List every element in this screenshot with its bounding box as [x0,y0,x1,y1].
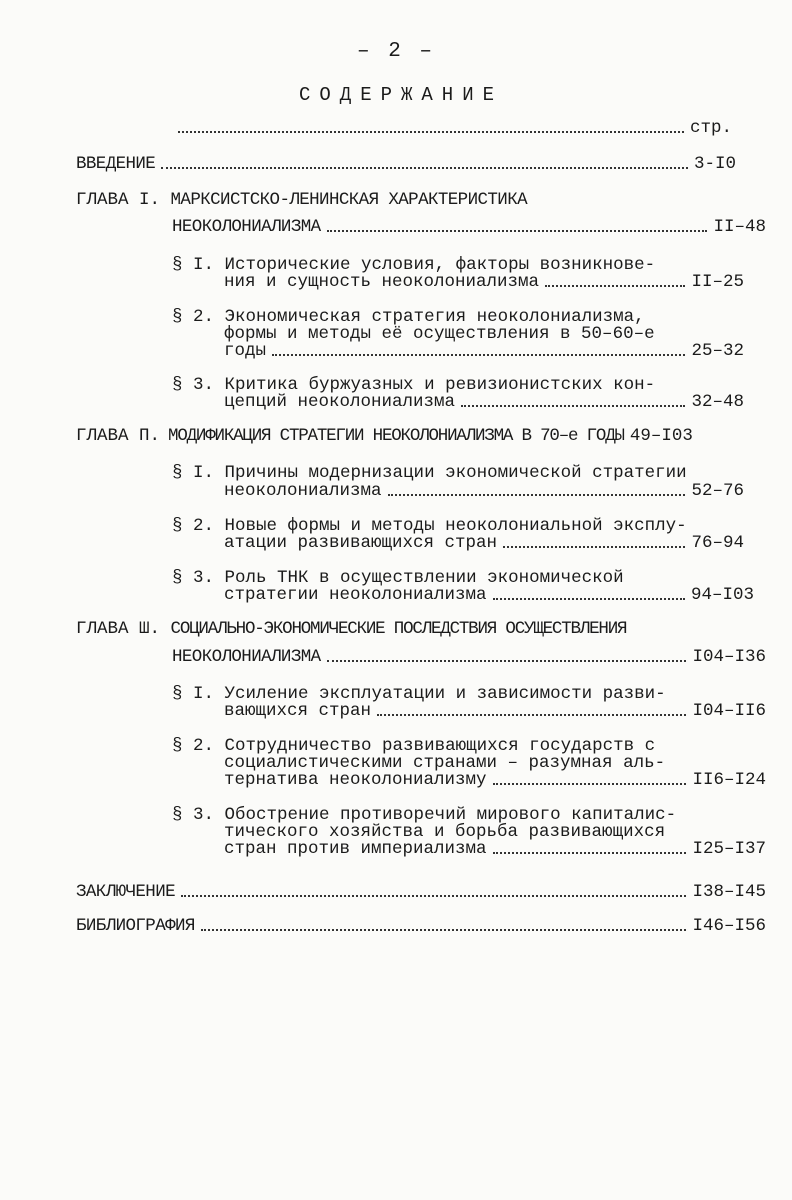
toc-section-2-3-last [224,585,754,605]
entry-pages: II–48 [713,217,766,237]
chapter-title-line1: МОДИФИКАЦИЯ СТРАТЕГИИ НЕОКОЛОНИАЛИЗМА В 70–е ГОДЫ [168,426,624,446]
section-line2: атации развивающихся стран [224,533,498,553]
chapter-prefix: ГЛАВА П. [76,426,161,446]
section-number: § 3. [172,805,215,825]
section-line2: вающихся стран [224,701,372,721]
leader-dots [377,713,686,716]
chapter-title-line1: МАРКСИСТСКО-ЛЕНИНСКАЯ ХАРАКТЕРИСТИКА [170,190,527,210]
chapter-title-line1: СОЦИАЛЬНО-ЭКОНОМИЧЕСКИЕ ПОСЛЕДСТВИЯ ОСУЩЕСТВЛЕНИЯ [170,619,627,639]
section-line2: стратегии неоколониализма [224,585,487,605]
section-line3: годы [224,341,267,361]
toc-section-1-1-last [224,272,744,292]
toc-section-2-2-last [224,533,744,553]
leader-dots [545,284,685,287]
section-line3: тернатива неоколониализму [224,770,487,790]
section-line2: неоколониализма [224,481,382,501]
toc-section-3-1-last [224,701,766,721]
toc-chapter-2-heading [76,426,766,446]
section-line2: тического хозяйства и борьба развивающихся [224,822,666,842]
toc-entry-bibliography [76,916,766,936]
leader-dots [161,166,688,169]
leader-dots [201,928,687,931]
leader-dots [388,493,686,496]
section-number: § 2. [172,307,215,327]
section-line1: Роль ТНК в осуществлении экономической [224,568,624,588]
section-line2: формы и методы её осуществления в 50–60–е [224,324,655,344]
entry-pages: 94–I03 [690,585,754,605]
section-number: § 2. [172,516,215,536]
page-column-header-row [172,118,732,138]
entry-pages: 76–94 [691,533,744,553]
entry-pages: 52–76 [691,481,744,501]
chapter-title-line2: НЕОКОЛОНИАЛИЗМА [172,647,321,667]
toc-entry-conclusion [76,882,766,902]
toc-section-3-2-last [224,770,766,790]
toc-section-3-3-last [224,839,766,859]
leader-dots [178,130,684,133]
toc-chapter-3-line2 [172,647,766,667]
section-line1: Новые формы и методы неоколониальной эксплу- [224,516,687,536]
section-number: § 3. [172,375,215,395]
entry-pages: I04–II6 [692,701,766,721]
leader-dots [327,659,687,662]
entry-label: ЗАКЛЮЧЕНИЕ [76,882,176,902]
entry-pages: I38–I45 [692,882,766,902]
chapter-prefix: ГЛАВА Ш. [76,619,161,639]
leader-dots [272,353,685,356]
leader-dots [493,851,687,854]
page-title: СОДЕРЖАНИЕ [298,84,504,106]
entry-pages: 25–32 [691,341,744,361]
section-number: § I. [172,684,215,704]
toc-chapter-3-heading [76,619,626,639]
leader-dots [503,545,685,548]
entry-pages: 32–48 [691,392,744,412]
toc-entry-introduction [76,154,736,174]
section-number: § 3. [172,568,215,588]
toc-chapter-1-line2 [172,217,766,237]
section-line1: Причины модернизации экономической стратегии [224,463,687,483]
section-line1: Сотрудничество развивающихся государств с [224,736,656,756]
section-line1: Обострение противоречий мирового капиталис- [224,805,677,825]
section-line3: стран против империализма [224,839,487,859]
section-line1: Экономическая стратегия неоколониализма, [224,307,645,327]
page-column-header: стр. [689,118,732,138]
leader-dots [181,894,686,897]
section-line2: цепций неоколониализма [224,392,456,412]
entry-pages: 49–I03 [629,426,693,446]
section-line2: ния и сущность неоколониализма [224,272,540,292]
leader-dots [493,597,685,600]
leader-dots [461,404,685,407]
entry-pages: II6–I24 [692,770,766,790]
entry-pages: I46–I56 [692,916,766,936]
section-number: § I. [172,463,215,483]
section-line1: Усиление эксплуатации и зависимости разви- [224,684,666,704]
section-number: § 2. [172,736,215,756]
section-line2: социалистическими странами – разумная аль- [224,753,666,773]
page-number: – 2 – [356,40,435,63]
leader-dots [327,229,708,232]
entry-pages: II–25 [691,272,744,292]
entry-pages: 3-I0 [693,154,736,174]
entry-label: ВВЕДЕНИЕ [76,154,156,174]
toc-section-1-2-last [224,341,744,361]
toc-section-2-1-last [224,481,744,501]
toc-section-2-1 [172,463,687,483]
chapter-prefix: ГЛАВА I. [76,190,161,210]
section-line1: Исторические условия, факторы возникнове- [224,255,656,275]
leader-dots [493,782,687,785]
toc-section-1-3-last [224,392,744,412]
section-number: § I. [172,255,215,275]
entry-pages: I25–I37 [692,839,766,859]
entry-label: БИБЛИОГРАФИЯ [76,916,195,936]
toc-chapter-1-heading [76,190,527,210]
entry-pages: I04–I36 [692,647,766,667]
section-line1: Критика буржуазных и ревизионистских кон- [224,375,656,395]
chapter-title-line2: НЕОКОЛОНИАЛИЗМА [172,217,321,237]
